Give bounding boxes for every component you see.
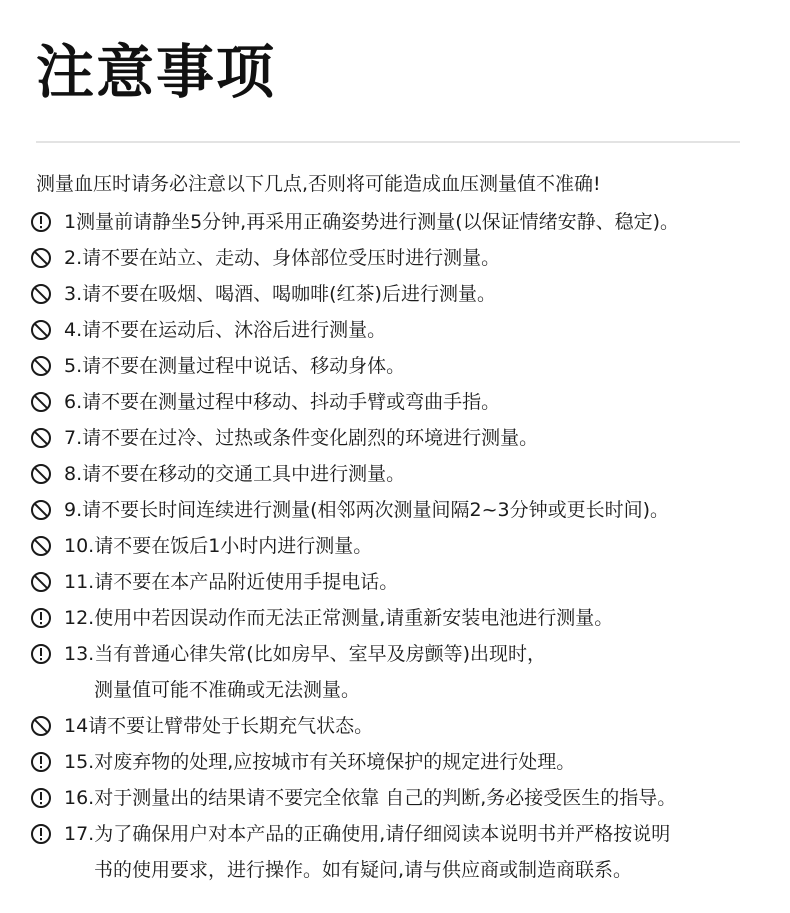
list-item xyxy=(30,744,780,780)
prohibited-icon xyxy=(30,319,52,341)
item-text: 4.请不要在运动后、沐浴后进行测量。 xyxy=(64,319,387,341)
exclamation-icon xyxy=(30,787,52,809)
prohibited-icon xyxy=(30,247,52,269)
list-item xyxy=(30,564,780,600)
item-text-continued: 书的使用要求，进行操作。如有疑问,请与供应商或制造商联系。 xyxy=(94,859,633,881)
prohibited-icon xyxy=(30,427,52,449)
item-text: 11.请不要在本产品附近使用手提电话。 xyxy=(64,571,399,593)
item-text: 6.请不要在测量过程中移动、抖动手臂或弯曲手指。 xyxy=(64,391,501,413)
item-text: 8.请不要在移动的交通工具中进行测量。 xyxy=(64,463,406,485)
list-item xyxy=(30,348,780,384)
list-item xyxy=(30,600,780,636)
item-text: 5.请不要在测量过程中说话、移动身体。 xyxy=(64,355,406,377)
item-text: 1测量前请静坐5分钟,再采用正确姿势进行测量(以保证情绪安静、稳定)。 xyxy=(64,211,680,233)
prohibited-icon xyxy=(30,283,52,305)
exclamation-icon xyxy=(30,607,52,629)
page-title: 注意事项 xyxy=(36,38,277,106)
list-item xyxy=(30,384,780,420)
prohibited-icon xyxy=(30,463,52,485)
item-text: 2.请不要在站立、走动、身体部位受压时进行测量。 xyxy=(64,247,501,269)
item-text: 14请不要让臂带处于长期充气状态。 xyxy=(64,715,374,737)
list-item xyxy=(30,816,780,888)
item-text: 17.为了确保用户对本产品的正确使用,请仔细阅读本说明书并严格按说明 xyxy=(64,823,671,845)
item-text: 9.请不要长时间连续进行测量(相邻两次测量间隔2~3分钟或更长时间)。 xyxy=(64,499,670,521)
list-item xyxy=(30,456,780,492)
item-text: 13.当有普通心律失常(比如房早、室早及房颤等)出现时， xyxy=(64,643,547,665)
list-item xyxy=(30,636,780,708)
exclamation-icon xyxy=(30,823,52,845)
exclamation-icon xyxy=(30,211,52,233)
list-item xyxy=(30,492,780,528)
item-text: 3.请不要在吸烟、喝酒、喝咖啡(红茶)后进行测量。 xyxy=(64,283,496,305)
list-item xyxy=(30,780,780,816)
list-item xyxy=(30,420,780,456)
item-text: 12.使用中若因误动作而无法正常测量,请重新安装电池进行测量。 xyxy=(64,607,614,629)
prohibited-icon xyxy=(30,391,52,413)
prohibited-icon xyxy=(30,571,52,593)
item-text: 10.请不要在饭后1小时内进行测量。 xyxy=(64,535,373,557)
prohibited-icon xyxy=(30,715,52,737)
prohibited-icon xyxy=(30,535,52,557)
list-item xyxy=(30,312,780,348)
title-divider xyxy=(36,141,740,143)
item-text: 7.请不要在过冷、过热或条件变化剧烈的环境进行测量。 xyxy=(64,427,539,449)
list-item xyxy=(30,708,780,744)
intro-text: 测量血压时请务必注意以下几点,否则将可能造成血压测量值不准确! xyxy=(36,173,601,195)
list-item xyxy=(30,528,780,564)
list-item xyxy=(30,240,780,276)
exclamation-icon xyxy=(30,643,52,665)
prohibited-icon xyxy=(30,499,52,521)
list-item xyxy=(30,276,780,312)
exclamation-icon xyxy=(30,751,52,773)
item-text: 16.对于测量出的结果请不要完全依靠 自己的判断,务必接受医生的指导。 xyxy=(64,787,677,809)
list-item xyxy=(30,204,780,240)
precautions-list xyxy=(30,204,780,888)
prohibited-icon xyxy=(30,355,52,377)
item-text-continued: 测量值可能不准确或无法测量。 xyxy=(94,679,361,701)
item-text: 15.对废弃物的处理,应按城市有关环境保护的规定进行处理。 xyxy=(64,751,576,773)
